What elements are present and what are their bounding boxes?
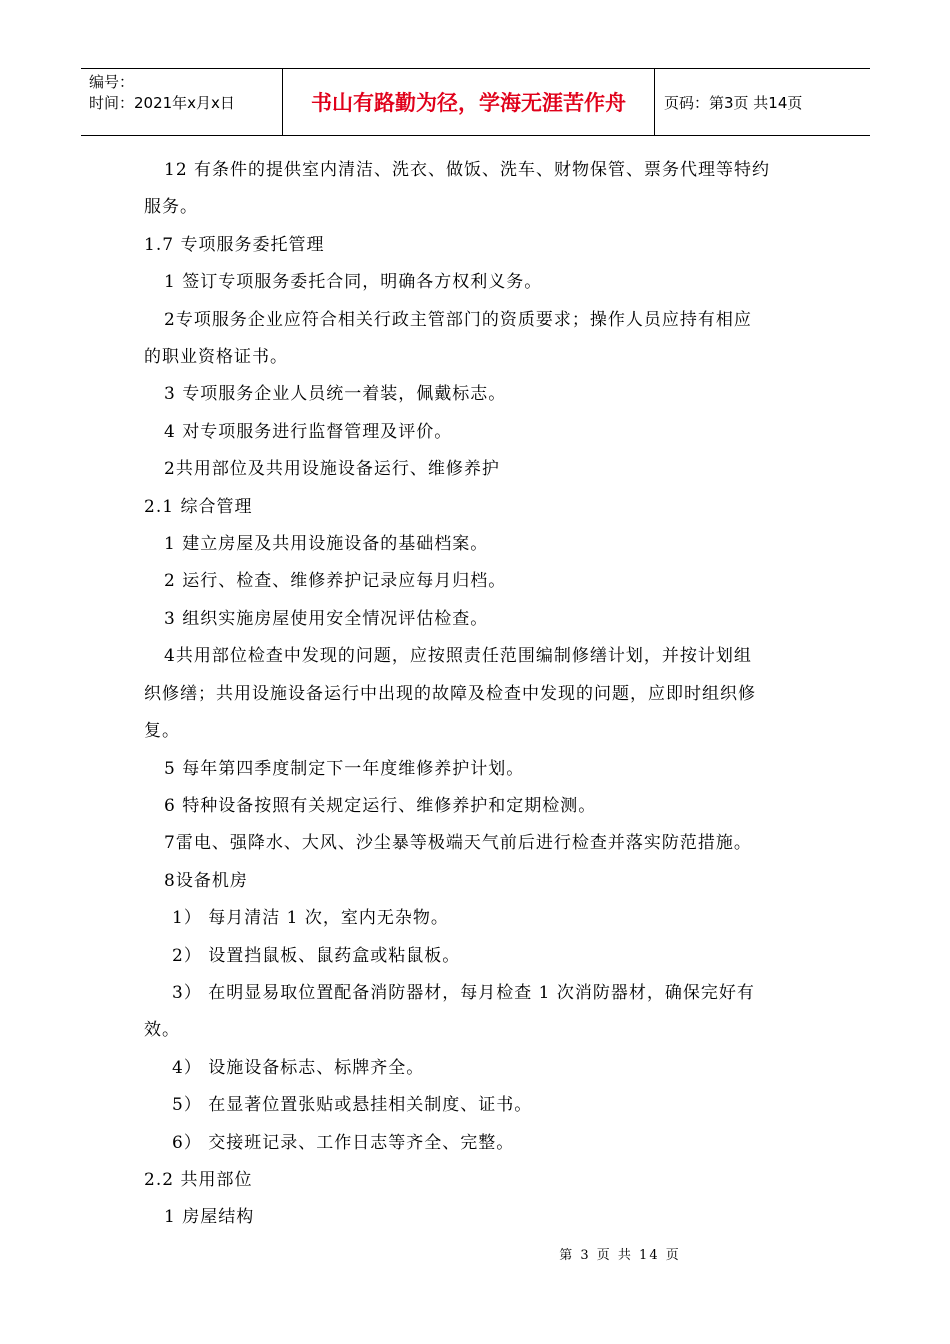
paragraph-line: 7雷电、强降水、大风、沙尘暴等极端天气前后进行检查并落实防范措施。 xyxy=(164,833,752,854)
list-item: 6） 交接班记录、工作日志等齐全、完整。 xyxy=(172,1132,515,1153)
subsection-heading: 8设备机房 xyxy=(164,870,248,891)
paragraph-line: 3 组织实施房屋使用安全情况评估检查。 xyxy=(164,608,489,629)
paragraph-line: 4共用部位检查中发现的问题，应按照责任范围编制修缮计划，并按计划组 xyxy=(164,646,752,667)
document-body xyxy=(144,152,814,1237)
footer-page-number: 第 3 页 共 14 页 xyxy=(559,1248,681,1263)
document-number-label: 编号： xyxy=(89,73,135,91)
paragraph-line: 1 房屋结构 xyxy=(164,1207,255,1228)
list-item: 4） 设施设备标志、标牌齐全。 xyxy=(172,1057,425,1078)
list-item: 3） 在明显易取位置配备消防器材，每月检查 1 次消防器材，确保完好有 xyxy=(172,982,755,1003)
paragraph-line: 服务。 xyxy=(144,197,198,218)
section-heading: 1.7 专项服务委托管理 xyxy=(144,234,325,255)
paragraph-line: 织修缮；共用设施设备运行中出现的故障及检查中发现的问题，应即时组织修 xyxy=(144,683,756,704)
document-header xyxy=(81,68,870,136)
list-item: 2） 设置挡鼠板、鼠药盒或粘鼠板。 xyxy=(172,945,461,966)
paragraph-line: 2专项服务企业应符合相关行政主管部门的资质要求；操作人员应持有相应 xyxy=(164,309,752,330)
page-footer xyxy=(0,1244,950,1263)
document-date-label: 时间：2021年x月x日 xyxy=(89,94,235,112)
list-item: 5） 在显著位置张贴或悬挂相关制度、证书。 xyxy=(172,1095,533,1116)
paragraph-line: 1 签订专项服务委托合同，明确各方权利义务。 xyxy=(164,272,543,293)
header-meta xyxy=(81,69,282,135)
paragraph-line: 1 建立房屋及共用设施设备的基础档案。 xyxy=(164,534,489,555)
header-motto: 书山有路勤为径，学海无涯苦作舟 xyxy=(282,69,655,135)
section-heading: 2.2 共用部位 xyxy=(144,1169,253,1190)
paragraph-line: 6 特种设备按照有关规定运行、维修养护和定期检测。 xyxy=(164,795,597,816)
paragraph-line: 5 每年第四季度制定下一年度维修养护计划。 xyxy=(164,758,525,779)
header-page-indicator: 页码：第3页 共14页 xyxy=(664,93,803,112)
list-item: 1） 每月清洁 1 次，室内无杂物。 xyxy=(172,908,449,929)
section-heading: 2.1 综合管理 xyxy=(144,496,253,517)
section-heading: 2共用部位及共用设施设备运行、维修养护 xyxy=(164,459,500,480)
paragraph-line: 4 对专项服务进行监督管理及评价。 xyxy=(164,421,453,442)
list-item-continuation: 效。 xyxy=(144,1020,180,1041)
paragraph-line: 2 运行、检查、维修养护记录应每月归档。 xyxy=(164,571,507,592)
paragraph-line: 复。 xyxy=(144,721,180,742)
paragraph-line: 的职业资格证书。 xyxy=(144,347,288,368)
paragraph-line: 3 专项服务企业人员统一着装，佩戴标志。 xyxy=(164,384,507,405)
paragraph-line: 12 有条件的提供室内清洁、洗衣、做饭、洗车、财物保管、票务代理等特约 xyxy=(164,160,771,180)
